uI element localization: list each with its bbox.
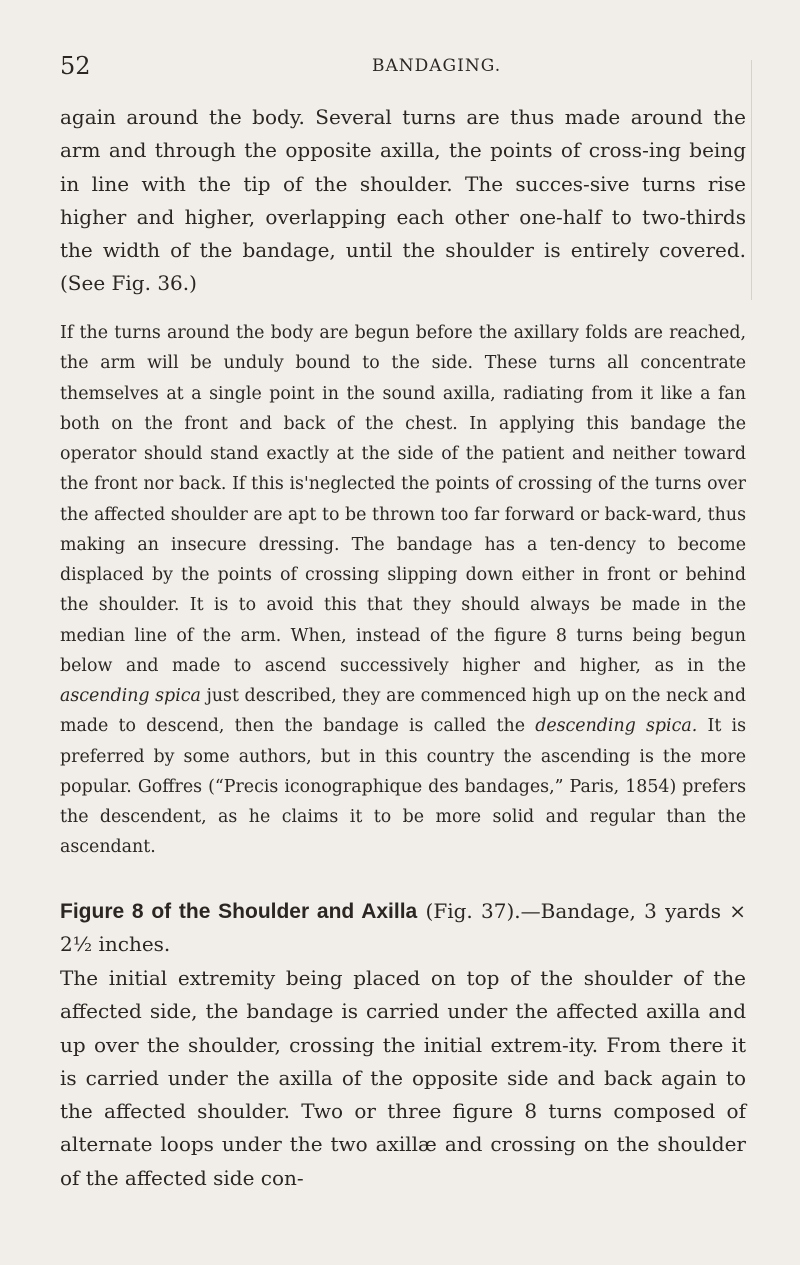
page-edge-line <box>751 60 752 300</box>
section-heading-title: Figure 8 of the Shoulder and Axilla <box>60 900 418 923</box>
paragraph-1: again around the body. Several turns are thus made around the arm and through the opposite axilla, the points of cross-ing being in line with the tip of the shoulder. The succes-sive turns rise higher and higher, overlapping each other one-half to two-thirds the width of the bandage, until the shoulder is entirely covered. (See Fig. 36.) <box>60 105 746 296</box>
page-header <box>60 52 740 82</box>
paragraph-2-part-c: It is preferred by some authors, but in this country the ascending is the more popular. Goffres (“Precis iconographique des bandages,” Paris, 1854) prefers the descendent, as he claims it to be more solid and regular than the ascendant. <box>60 716 746 858</box>
section-heading <box>60 895 746 962</box>
paragraph-2-part-a: If the turns around the body are begun before the axillary folds are reached, the arm will be unduly bound to the side. These turns all concentrate themselves at a single point in the sound axilla, radiating from it like a fan both on the front and back of the chest. In applying this bandage the operator should stand exactly at the side of the patient and neither toward the front nor back. If this is'neglected the points of crossing of the turns over the affected shoulder are apt to be thrown too far forward or back-ward, thus making an insecure dressing. The bandage has a ten-dency to become displaced by the points of crossing slipping down either in front or behind the shoulder. It is to avoid this that they should always be made in the median line of the arm. When, instead of the figure 8 turns being begun below and made to ascend successively higher and higher, as in the <box>60 323 746 676</box>
page-number: 52 <box>60 52 91 80</box>
running-head: BANDAGING. <box>372 56 502 76</box>
term-descending-spica: descending spica. <box>535 716 698 737</box>
paragraph-3: The initial extremity being placed on top of the shoulder of the affected side, the bandage is carried under the affected axilla and up over the shoulder, crossing the initial extrem-ity. From there it is carried under the axilla of the opposite side and back again to the affected shoulder. Two or three figure 8 turns composed of alternate loops under the two axillæ and crossing on the shoulder of the affected side con- <box>60 966 746 1190</box>
section-heading-spec: (Fig. 37).—Bandage, 3 yards × 2½ inches. <box>60 899 746 957</box>
paragraph-2-part-b: just described, they are commenced high up on the neck and made to descend, then the bandage is called the <box>60 686 747 737</box>
paragraph-2 <box>60 318 746 863</box>
term-ascending-spica: ascending spica <box>60 686 201 706</box>
